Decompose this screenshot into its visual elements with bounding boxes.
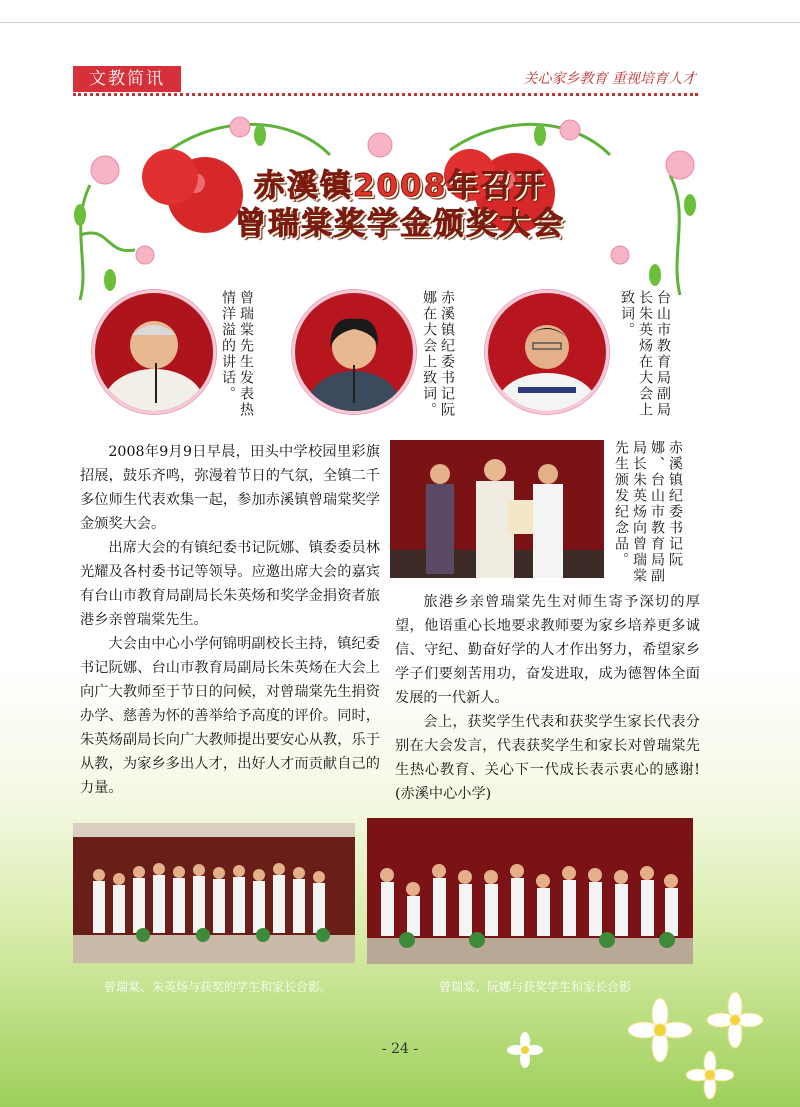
article-paragraph: 2008年9月9日早晨，田头中学校园里彩旗招展，鼓乐齐鸣，弥漫着节日的气氛，全镇二千多位师生代表欢集一起，参加赤溪镇曾瑞棠奖学金颁奖大会。 [80,444,380,532]
caption-award-photo: 赤溪镇纪委书记阮娜、台山市教育局副局长朱英炀向曾瑞棠先生颁发纪念品。 [613,440,683,584]
section-tag: 文教简讯 [73,66,181,92]
article-left-column [80,440,380,800]
caption-zeng: 曾瑞棠先生发表热情洋溢的讲话。 [220,290,254,418]
small-flower-icon [505,1030,545,1070]
top-rule [0,22,800,23]
article-paragraph: 大会由中心小学何锦明副校长主持，镇纪委书记阮娜、台山市教育局副局长朱英炀在大会上向广大教师至于节日的问候，对曾瑞棠先生捐资办学、慈善为怀的善举给予高度的评价。同时，朱英炀副局长向广大教师提出要安心从教，乐于从教，为家乡多出人才，出好人才而贡献自己的力量。 [80,636,380,796]
portrait-zhu [485,290,609,414]
portrait-ruan [292,290,416,414]
header-slogan: 关心家乡教育 重视培育人才 [523,71,696,87]
caption-group-left: 曾瑞棠、朱英炀与获奖的学生和家长合影。 [103,980,332,994]
article-paragraph: 出席大会的有镇纪委书记阮娜、镇委委员林光耀及各村委书记等领导。应邀出席大会的嘉宾有台山市教育局副局长朱英炀和奖学金捐资者旅港乡亲曾瑞棠先生。 [80,540,380,628]
article-right-column [395,590,700,806]
page-title-line2: 曾瑞棠奖学金颁奖大会 [235,206,565,242]
dotted-divider [73,93,698,96]
award-photo [390,440,604,578]
flower-decoration [620,990,780,1100]
page-number: - 24 - [381,1041,419,1057]
page-title-line1: 赤溪镇2008年召开 [253,168,547,204]
article-paragraph: 会上，获奖学生代表和获奖学生家长代表分别在大会发言，代表获奖学生和家长对曾瑞棠先生热心教育、关心下一代成长表示衷心的感谢!(赤溪中心小学) [395,714,700,802]
group-photo-right [367,818,693,964]
caption-zhu: 台山市教育局副局长朱英炀在大会上致词。 [619,290,671,418]
portrait-zeng [92,290,216,414]
group-photo-left [73,823,355,963]
caption-group-right: 曾瑞棠、阮娜与获奖学生和家长合影 [438,980,631,994]
caption-ruan: 赤溪镇纪委书记阮娜在大会上致词。 [421,290,455,418]
article-paragraph: 旅港乡亲曾瑞棠先生对师生寄予深切的厚望，他语重心长地要求教师要为家乡培养更多诚信、守纪、勤奋好学的人才作出努力，希望家乡学子们要刻苦用功，奋发进取，成为德智体全面发展的一代新人。 [395,594,700,706]
